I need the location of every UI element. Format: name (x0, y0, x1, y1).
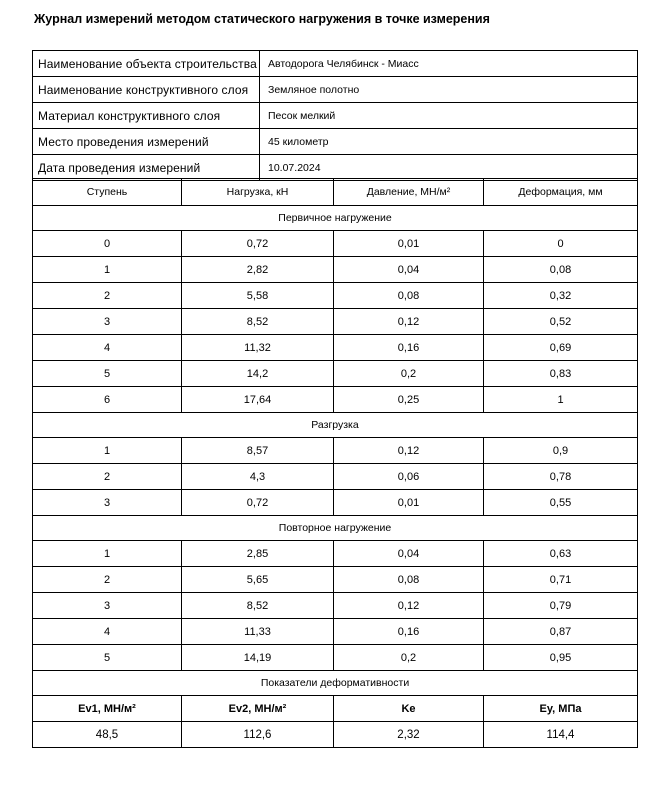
info-label: Материал конструктивного слоя (33, 103, 260, 129)
table-row (33, 619, 638, 645)
cell-step: 1 (33, 438, 182, 464)
cell-deformation: 0,55 (484, 490, 638, 516)
cell-step: 0 (33, 231, 182, 257)
section-header-row (33, 413, 638, 438)
indicators-title: Показатели деформативности (33, 671, 638, 696)
indicator-label: Ke (334, 696, 484, 722)
info-value: 10.07.2024 (260, 155, 638, 181)
header-load: Нагрузка, кН (182, 179, 334, 206)
cell-step: 6 (33, 387, 182, 413)
object-info-table (32, 50, 638, 181)
cell-load: 5,58 (182, 283, 334, 309)
info-row (33, 129, 638, 155)
cell-pressure: 0,12 (334, 438, 484, 464)
cell-pressure: 0,04 (334, 541, 484, 567)
cell-load: 14,2 (182, 361, 334, 387)
cell-deformation: 0,78 (484, 464, 638, 490)
cell-pressure: 0,2 (334, 361, 484, 387)
cell-step: 1 (33, 257, 182, 283)
cell-deformation: 1 (484, 387, 638, 413)
cell-deformation: 0,71 (484, 567, 638, 593)
cell-deformation: 0,87 (484, 619, 638, 645)
table-row (33, 490, 638, 516)
table-row (33, 464, 638, 490)
cell-step: 2 (33, 283, 182, 309)
header-row (33, 179, 638, 206)
cell-load: 0,72 (182, 490, 334, 516)
cell-pressure: 0,08 (334, 567, 484, 593)
info-label: Наименование конструктивного слоя (33, 77, 260, 103)
header-step: Ступень (33, 179, 182, 206)
cell-step: 2 (33, 567, 182, 593)
cell-deformation: 0,69 (484, 335, 638, 361)
cell-pressure: 0,16 (334, 335, 484, 361)
cell-step: 3 (33, 593, 182, 619)
cell-pressure: 0,04 (334, 257, 484, 283)
cell-pressure: 0,2 (334, 645, 484, 671)
cell-step: 2 (33, 464, 182, 490)
cell-pressure: 0,08 (334, 283, 484, 309)
indicator-label: Ev2, МН/м² (182, 696, 334, 722)
cell-load: 5,65 (182, 567, 334, 593)
info-value: Автодорога Челябинск - Миасс (260, 51, 638, 77)
document-title: Журнал измерений методом статического нагружения в точке измерения (34, 12, 490, 26)
table-row (33, 387, 638, 413)
cell-load: 2,85 (182, 541, 334, 567)
indicators-header-row (33, 671, 638, 696)
table-row (33, 361, 638, 387)
cell-pressure: 0,01 (334, 231, 484, 257)
table-row (33, 567, 638, 593)
info-row (33, 103, 638, 129)
cell-load: 14,19 (182, 645, 334, 671)
section-title: Первичное нагружение (33, 206, 638, 231)
cell-deformation: 0,83 (484, 361, 638, 387)
cell-pressure: 0,01 (334, 490, 484, 516)
info-value: 45 километр (260, 129, 638, 155)
info-label: Наименование объекта строительства (33, 51, 260, 77)
header-deformation: Деформация, мм (484, 179, 638, 206)
indicator-value: 2,32 (334, 722, 484, 748)
table-row (33, 541, 638, 567)
cell-load: 8,52 (182, 593, 334, 619)
cell-load: 0,72 (182, 231, 334, 257)
table-row (33, 231, 638, 257)
section-title: Повторное нагружение (33, 516, 638, 541)
cell-pressure: 0,25 (334, 387, 484, 413)
cell-step: 5 (33, 361, 182, 387)
cell-deformation: 0 (484, 231, 638, 257)
cell-load: 8,57 (182, 438, 334, 464)
indicator-label: Ey, МПа (484, 696, 638, 722)
cell-deformation: 0,52 (484, 309, 638, 335)
cell-deformation: 0,08 (484, 257, 638, 283)
info-value: Песок мелкий (260, 103, 638, 129)
table-row (33, 438, 638, 464)
indicator-value: 114,4 (484, 722, 638, 748)
info-row (33, 51, 638, 77)
indicators-labels-row (33, 696, 638, 722)
cell-deformation: 0,9 (484, 438, 638, 464)
info-row (33, 77, 638, 103)
cell-step: 5 (33, 645, 182, 671)
section-header-row (33, 516, 638, 541)
cell-step: 1 (33, 541, 182, 567)
indicator-value: 112,6 (182, 722, 334, 748)
table-row (33, 257, 638, 283)
cell-pressure: 0,16 (334, 619, 484, 645)
cell-load: 2,82 (182, 257, 334, 283)
cell-load: 8,52 (182, 309, 334, 335)
cell-step: 4 (33, 619, 182, 645)
table-row (33, 645, 638, 671)
section-title: Разгрузка (33, 413, 638, 438)
info-label: Дата проведения измерений (33, 155, 260, 181)
indicators-values-row (33, 722, 638, 748)
measurements-table (32, 178, 638, 748)
table-row (33, 283, 638, 309)
cell-step: 4 (33, 335, 182, 361)
section-header-row (33, 206, 638, 231)
indicator-label: Ev1, МН/м² (33, 696, 182, 722)
info-row (33, 155, 638, 181)
cell-pressure: 0,12 (334, 593, 484, 619)
table-row (33, 309, 638, 335)
table-row (33, 593, 638, 619)
cell-load: 4,3 (182, 464, 334, 490)
cell-load: 11,33 (182, 619, 334, 645)
cell-step: 3 (33, 490, 182, 516)
cell-load: 17,64 (182, 387, 334, 413)
info-label: Место проведения измерений (33, 129, 260, 155)
header-pressure: Давление, МН/м² (334, 179, 484, 206)
cell-deformation: 0,32 (484, 283, 638, 309)
indicator-value: 48,5 (33, 722, 182, 748)
cell-step: 3 (33, 309, 182, 335)
cell-pressure: 0,12 (334, 309, 484, 335)
cell-deformation: 0,63 (484, 541, 638, 567)
cell-pressure: 0,06 (334, 464, 484, 490)
table-row (33, 335, 638, 361)
cell-deformation: 0,79 (484, 593, 638, 619)
cell-load: 11,32 (182, 335, 334, 361)
cell-deformation: 0,95 (484, 645, 638, 671)
info-value: Земляное полотно (260, 77, 638, 103)
